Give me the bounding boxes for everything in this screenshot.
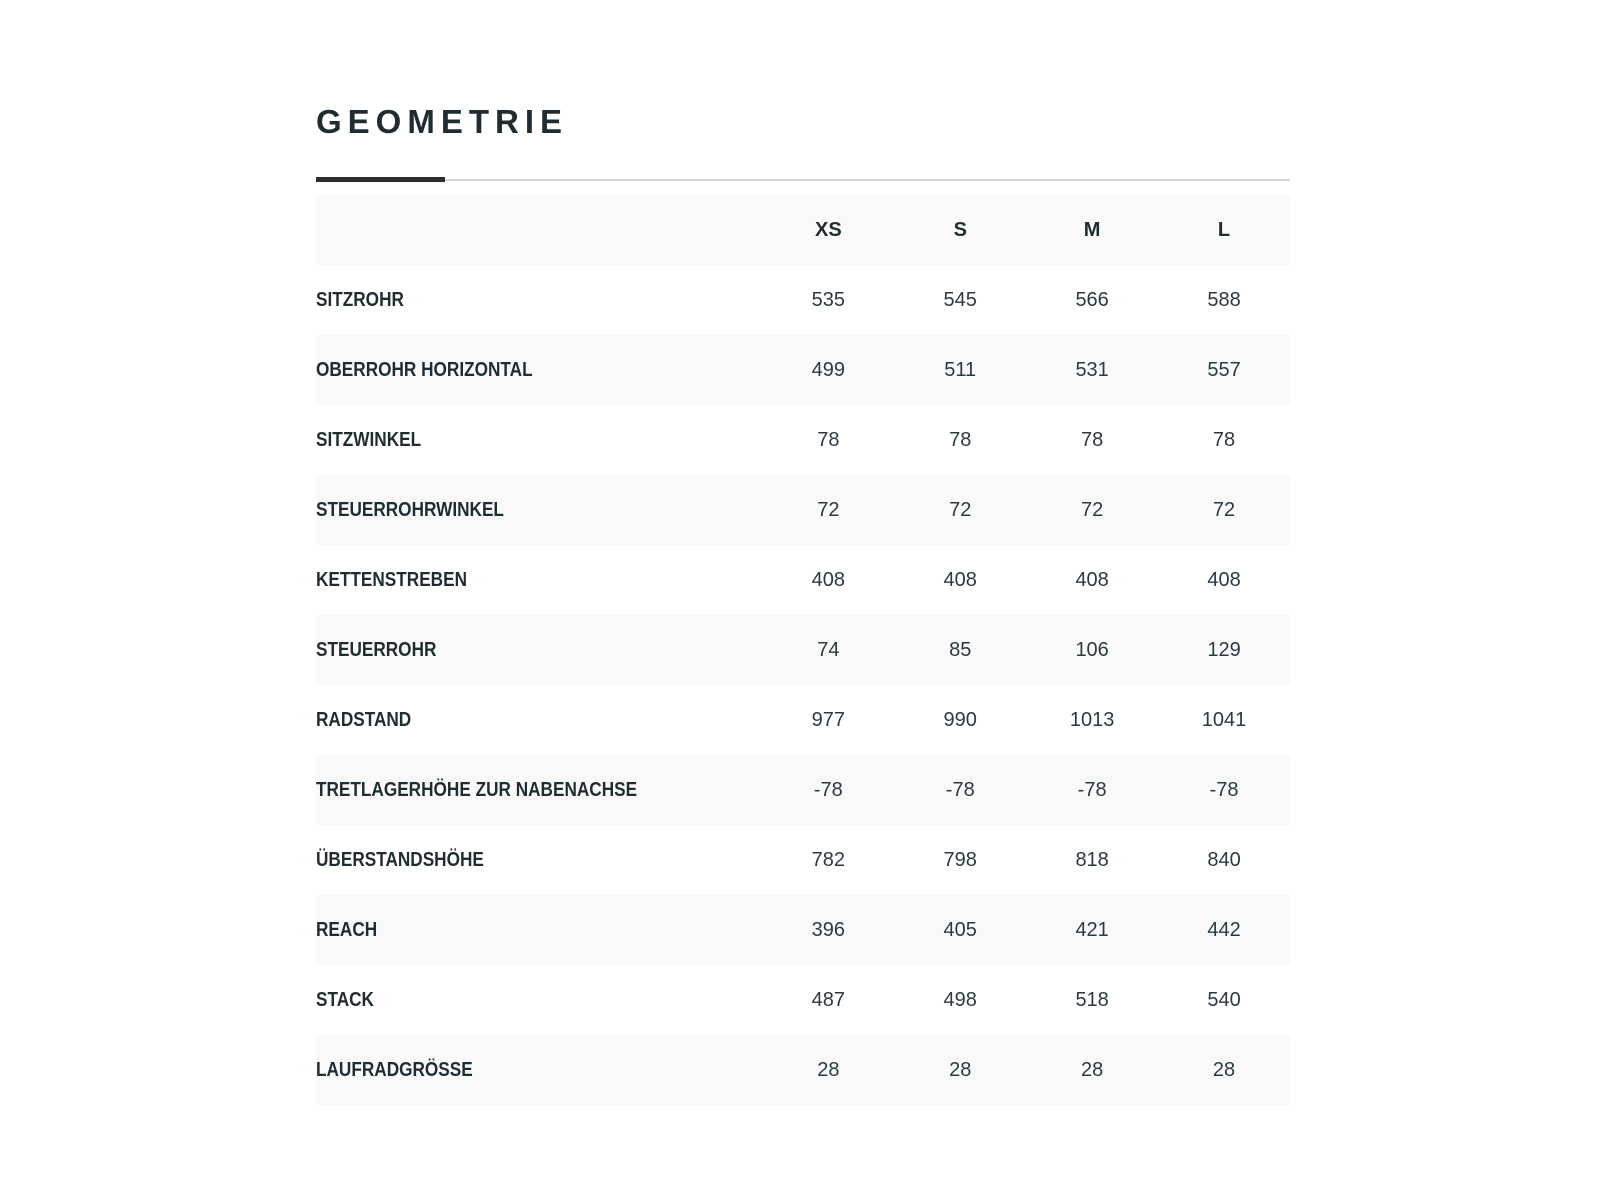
row-label: STACK [316,988,374,1011]
cell-value-xs: -78 [813,778,843,801]
row-label: OBERROHR HORIZONTAL [316,358,533,381]
header-corner [316,195,762,265]
title-divider [316,179,1290,181]
cell-value-m: 106 [1075,638,1109,661]
cell-value-m: 408 [1075,568,1109,591]
row-label: STEUERROHRWINKEL [316,498,504,521]
size-header-m: M [1083,218,1101,241]
cell-value-s: 511 [944,358,977,381]
table-row [316,1035,1290,1105]
table-row [316,265,1290,335]
cell-value-xs: 977 [811,708,846,731]
cell-value-xs: 78 [817,428,840,451]
cell-value-m: 818 [1075,848,1109,871]
cell-value-xs: 487 [811,988,846,1011]
table-row [316,475,1290,545]
row-label: ÜBERSTANDSHÖHE [316,848,484,871]
section-title: GEOMETRIE [316,103,569,140]
table-row [316,755,1290,825]
table-row [316,895,1290,965]
cell-value-xs: 396 [811,918,846,941]
cell-value-xs: 28 [817,1058,840,1081]
row-label: SITZWINKEL [316,428,422,451]
cell-value-xs: 782 [811,848,846,871]
cell-value-s: 28 [949,1058,972,1081]
cell-value-m: 518 [1075,988,1109,1011]
cell-value-s: 72 [949,498,972,521]
size-header-xs: XS [815,218,842,241]
cell-value-s: 545 [943,288,977,311]
table-row [316,615,1290,685]
cell-value-m: 78 [1081,428,1104,451]
cell-value-l: 442 [1207,918,1241,941]
row-label: KETTENSTREBEN [316,568,467,591]
cell-value-m: 28 [1081,1058,1104,1081]
cell-value-l: 28 [1212,1058,1236,1081]
cell-value-s: 798 [943,848,977,871]
cell-value-xs: 408 [811,568,846,591]
cell-value-m: 531 [1075,358,1109,381]
cell-value-s: 990 [943,708,977,731]
cell-value-xs: 74 [817,638,840,661]
cell-value-m: 421 [1075,918,1109,941]
cell-value-l: -78 [1209,778,1239,801]
table-row [316,965,1290,1035]
table-row [316,825,1290,895]
cell-value-l: 1041 [1201,708,1247,731]
geometry-table [316,195,1290,1105]
cell-value-l: 408 [1207,568,1241,591]
cell-value-s: 405 [943,918,977,941]
table-row [316,685,1290,755]
cell-value-m: 566 [1075,288,1109,311]
cell-value-l: 129 [1207,638,1241,661]
cell-value-xs: 499 [811,358,846,381]
table-row [316,335,1290,405]
cell-value-s: 78 [949,428,972,451]
table-row [316,405,1290,475]
table-row [316,545,1290,615]
cell-value-xs: 72 [817,498,840,521]
title-underline-accent [316,177,445,182]
row-label: RADSTAND [316,708,412,731]
cell-value-m: 1013 [1069,708,1115,731]
row-label: REACH [316,918,378,941]
cell-value-l: 588 [1207,288,1241,311]
cell-value-l: 840 [1207,848,1241,871]
cell-value-m: -78 [1077,778,1107,801]
row-label: SITZROHR [316,288,404,311]
table-header-row [316,195,1290,265]
cell-value-s: -78 [945,778,975,801]
row-label: TRETLAGERHÖHE ZUR NABENACHSE [316,778,638,801]
cell-value-s: 498 [943,988,977,1011]
cell-value-l: 540 [1207,988,1241,1011]
cell-value-l: 72 [1212,498,1236,521]
cell-value-l: 78 [1212,428,1236,451]
cell-value-m: 72 [1081,498,1104,521]
cell-value-s: 85 [949,638,972,661]
row-label: STEUERROHR [316,638,437,661]
cell-value-xs: 535 [811,288,846,311]
cell-value-l: 557 [1207,358,1241,381]
size-header-s: S [953,218,967,241]
geometry-section [316,96,1290,1105]
table-body [316,265,1290,1105]
row-label: LAUFRADGRÖSSE [316,1058,473,1081]
cell-value-s: 408 [943,568,977,591]
size-header-l: L [1217,218,1231,241]
